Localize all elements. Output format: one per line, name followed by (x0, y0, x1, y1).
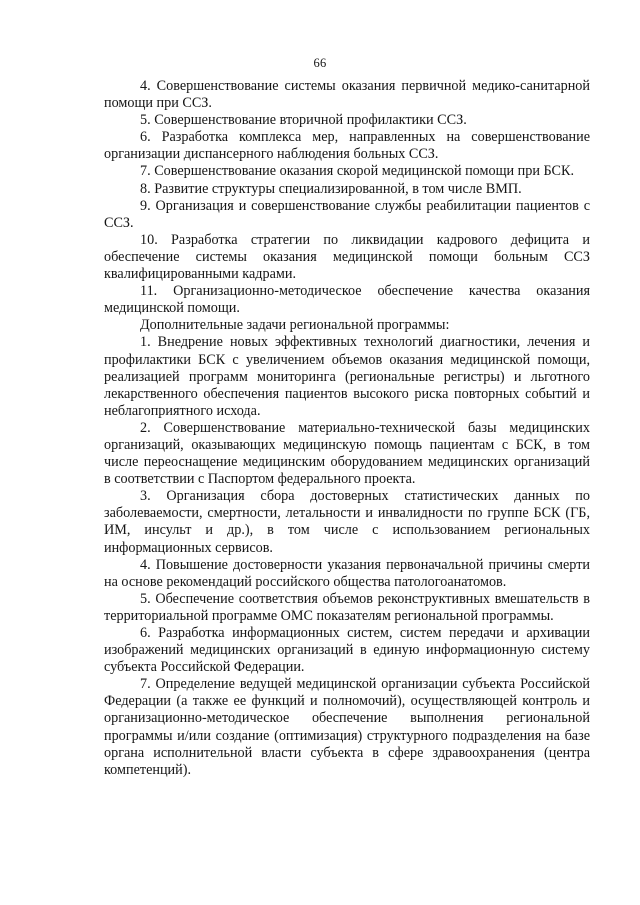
task-8: 8. Развитие структуры специализированной, в том числе ВМП. (140, 180, 522, 197)
additional-task-5: 5. Обеспечение соответствия объемов реконструктивных вмешательств в территориальной программе ОМС показателям региональной программы. (104, 590, 590, 624)
task-11: 11. Организационно-методическое обеспечение качества оказания медицинской помощи. (104, 283, 590, 317)
document-body (104, 78, 590, 779)
task-9: 9. Организация и совершенствование службы реабилитации пациентов с ССЗ. (104, 197, 590, 231)
task-6: 6. Разработка комплекса мер, направленных на совершенствование организации диспансерного наблюдения больных ССЗ. (104, 129, 590, 163)
additional-task-6: 6. Разработка информационных систем, систем передачи и архивации изображений медицинских организаций в единую информационную систему субъекта Российской Федерации. (104, 625, 590, 676)
task-7: 7. Совершенствование оказания скорой медицинской помощи при БСК. (140, 163, 574, 180)
additional-task-3: 3. Организация сбора достоверных статистических данных по заболеваемости, смертности, летальности и инвалидности по группе БСК (ГБ, ИМ, инсульт и др.), в том числе с использованием региональных информационных сервисов. (104, 488, 590, 556)
page-number: 66 (313, 56, 327, 70)
additional-task-2: 2. Совершенствование материально-технической базы медицинских организаций, оказывающих медицинскую помощь пациентам с БСК, в том числе переоснащение медицинским оборудованием медицинских организаций в соответствии с Паспортом федерального проекта. (104, 419, 590, 488)
task-4: 4. Совершенствование системы оказания первичной медико-санитарной помощи при ССЗ. (104, 78, 590, 112)
task-5: 5. Совершенствование вторичной профилактики ССЗ. (140, 112, 467, 129)
additional-tasks-heading: Дополнительные задачи региональной программы: (140, 317, 450, 334)
additional-task-7: 7. Определение ведущей медицинской организации субъекта Российской Федерации (а также ее функций и полномочий), осуществляющей контроль и организационно-методическое обеспечение выполнения региональной программы и/или создание (оптимизация) структурного подразделения на базе органа исполнительной власти субъекта в сфере здравоохранения (центра компетенций). (104, 676, 590, 778)
task-10: 10. Разработка стратегии по ликвидации кадрового дефицита и обеспечение системы оказания медицинской помощи больным ССЗ квалифицированными кадрами. (104, 231, 590, 283)
additional-task-1: 1. Внедрение новых эффективных технологий диагностики, лечения и профилактики БСК с увеличением объемов оказания медицинской помощи, реализацией программ мониторинга (региональные регистры) и льготного лекарственного обеспечения пациентов высокого риска повторных событий и неблагоприятного исхода. (104, 334, 590, 419)
additional-task-4: 4. Повышение достоверности указания первоначальной причины смерти на основе рекомендаций российского общества патологоанатомов. (104, 556, 590, 590)
